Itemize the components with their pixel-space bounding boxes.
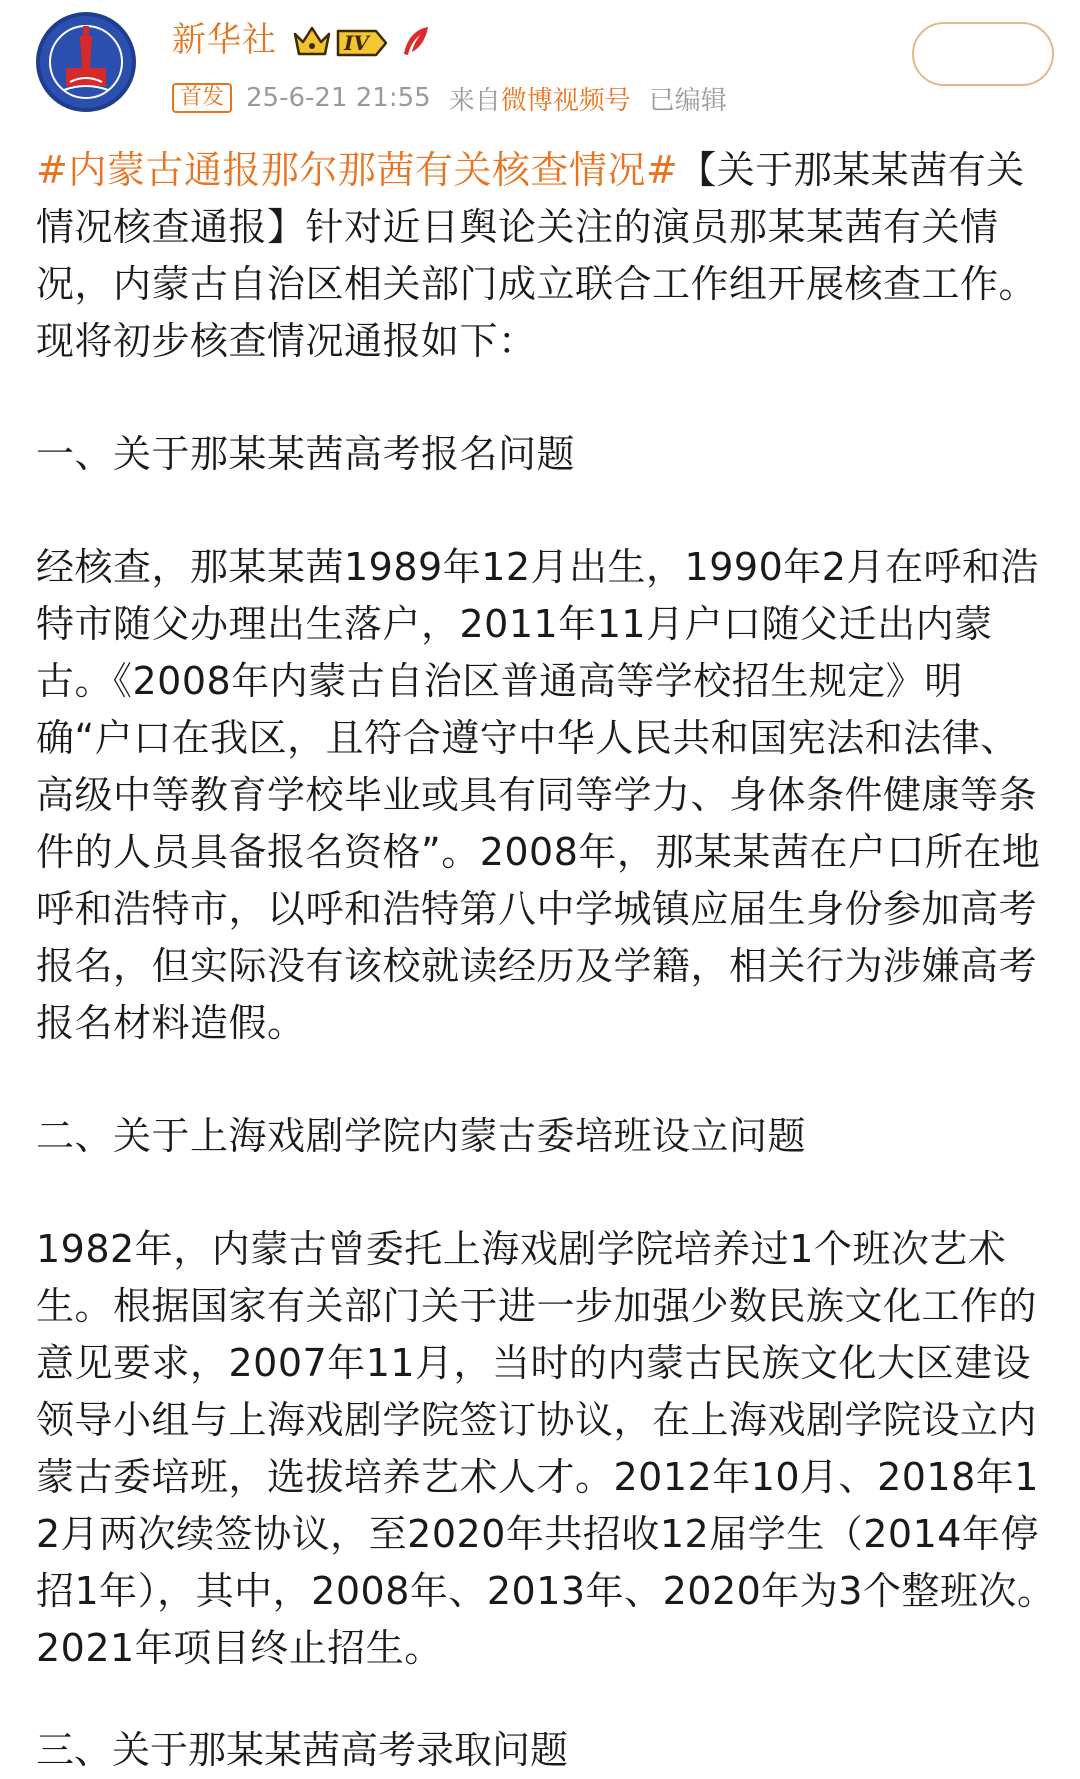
post-header xyxy=(0,0,1080,125)
section-heading-1: 一、关于那某某茜高考报名问题 xyxy=(36,432,576,476)
post-paragraph-intro xyxy=(36,142,1056,370)
source-link[interactable]: 微博视频号 xyxy=(500,85,631,116)
feather-icon xyxy=(398,24,432,60)
xinhua-logo-icon xyxy=(36,12,136,112)
source-prefix: 来自 xyxy=(448,85,501,116)
post-paragraph-section-1: 经核查，那某某茜1989年12月出生，1990年2月在呼和浩特市随父办理出生落户，2011年11月户口随父迁出内蒙古。《2008年内蒙古自治区普通高等学校招生规定》明确“户口在我区，且符合遵守中华人民共和国宪法和法律、高级中等教育学校毕业或具有同等学力、身体条件健康等条件的人员具备报名资格”。2008年，那某某茜在户口所在地呼和浩特市，以呼和浩特第八中学城镇应届生身份参加高考报名，但实际没有该校就读经历及学籍，相关行为涉嫌高考报名材料造假。 xyxy=(36,545,1041,1045)
follow-button[interactable] xyxy=(912,22,1054,86)
post-body xyxy=(36,142,1056,1677)
edited-label[interactable]: 已编辑 xyxy=(648,85,727,116)
post-time: 25-6-21 21:55 xyxy=(246,83,431,113)
post-paragraph-section-2: 1982年，内蒙古曾委托上海戏剧学院培养过1个班次艺术生。根据国家有关部门关于进一步加强少数民族文化工作的意见要求，2007年11月，当时的内蒙古民族文化大区建设领导小组与上海戏剧学院签订协议，在上海戏剧学院设立内蒙古委培班，选拔培养艺术人才。2012年10月、2018年12月两次续签协议，至2020年共招收12届学生（2014年停招1年），其中，2008年、2013年、2020年为3个整班次。2021年项目终止招生。 xyxy=(36,1227,1056,1670)
first-post-badge: 首发 xyxy=(172,83,232,113)
truncated-line xyxy=(36,1722,596,1772)
post-meta xyxy=(172,80,727,116)
avatar[interactable] xyxy=(36,12,136,112)
author-name[interactable]: 新华社 xyxy=(172,20,277,60)
crown-icon xyxy=(292,24,332,58)
section-heading-2: 二、关于上海戏剧学院内蒙古委培班设立问题 xyxy=(36,1114,807,1158)
intro-text: 【关于那某某茜有关情况核查通报】针对近日舆论关注的演员那某某茜有关情况，内蒙古自治区相关部门成立联合工作组开展核查工作。现将初步核查情况通报如下： xyxy=(36,148,1038,363)
hashtag-link[interactable]: #内蒙古通报那尔那茜有关核查情况# xyxy=(36,148,679,192)
truncated-heading: 三、关于那某某茜高考录取问题 xyxy=(36,1728,569,1772)
level-text: IV xyxy=(344,31,369,55)
